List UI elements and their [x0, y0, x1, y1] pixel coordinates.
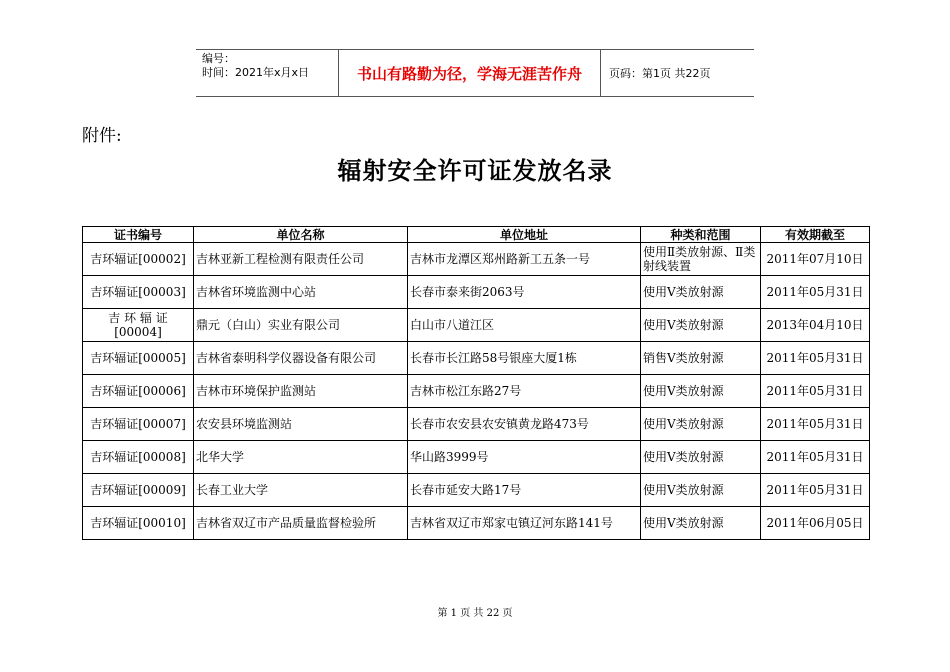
cell-code: 吉环辐证[00003] [83, 276, 194, 309]
document-title: 辐射安全许可证发放名录 [337, 157, 613, 185]
cell-scope: 使用Ⅴ类放射源 [641, 276, 761, 309]
cell-name: 长春工业大学 [194, 474, 408, 507]
cell-name: 吉林市环境保护监测站 [194, 375, 408, 408]
table-row [83, 342, 870, 375]
cell-code: 吉 环 辐 证[00004] [83, 309, 194, 342]
table-row [83, 375, 870, 408]
cell-address: 长春市农安县农安镇黄龙路473号 [408, 408, 641, 441]
cell-scope: 使用Ⅴ类放射源 [641, 507, 761, 540]
header-number-label: 编号： [202, 52, 235, 65]
header-motto: 书山有路勤为径，学海无涯苦作舟 [356, 64, 582, 83]
cell-name: 鼎元（白山）实业有限公司 [194, 309, 408, 342]
col-header-expiry: 有效期截至 [761, 227, 870, 243]
cell-address: 长春市长江路58号银座大厦1栋 [408, 342, 641, 375]
header-meta [196, 50, 339, 96]
cell-address: 吉林市松江东路27号 [408, 375, 641, 408]
cell-code: 吉环辐证[00009] [83, 474, 194, 507]
cell-code: 吉环辐证[00005] [83, 342, 194, 375]
table-row [83, 276, 870, 309]
cell-address: 吉林省双辽市郑家屯镇辽河东路141号 [408, 507, 641, 540]
cell-expiry: 2011年06月05日 [761, 507, 870, 540]
cell-address: 长春市延安大路17号 [408, 474, 641, 507]
cell-expiry: 2013年04月10日 [761, 309, 870, 342]
table-row [83, 441, 870, 474]
header-time-label: 时间：2021年x月x日 [202, 66, 310, 79]
cell-scope: 使用Ⅱ类放射源、Ⅱ类射线装置 [641, 243, 761, 276]
table-row [83, 309, 870, 342]
page-header [196, 49, 754, 97]
header-page-cell [601, 50, 754, 96]
page-footer: 第 1 页 共 22 页 [437, 608, 513, 619]
col-header-address: 单位地址 [408, 227, 641, 243]
table-row [83, 507, 870, 540]
col-header-name: 单位名称 [194, 227, 408, 243]
cell-address: 长春市泰来街2063号 [408, 276, 641, 309]
table-row [83, 408, 870, 441]
cell-code: 吉环辐证[00007] [83, 408, 194, 441]
table-row [83, 474, 870, 507]
cell-code: 吉环辐证[00008] [83, 441, 194, 474]
cell-scope: 使用Ⅴ类放射源 [641, 441, 761, 474]
cell-scope: 销售Ⅴ类放射源 [641, 342, 761, 375]
header-motto-cell [339, 50, 601, 96]
cell-code: 吉环辐证[00002] [83, 243, 194, 276]
cell-name: 北华大学 [194, 441, 408, 474]
cell-name: 吉林省环境监测中心站 [194, 276, 408, 309]
cell-scope: 使用Ⅴ类放射源 [641, 408, 761, 441]
cell-expiry: 2011年05月31日 [761, 408, 870, 441]
cell-expiry: 2011年05月31日 [761, 474, 870, 507]
cell-address: 吉林市龙潭区郑州路新工五条一号 [408, 243, 641, 276]
cell-expiry: 2011年05月31日 [761, 375, 870, 408]
cell-name: 农安县环境监测站 [194, 408, 408, 441]
col-header-code: 证书编号 [83, 227, 194, 243]
license-table [82, 226, 870, 540]
cell-expiry: 2011年07月10日 [761, 243, 870, 276]
cell-expiry: 2011年05月31日 [761, 441, 870, 474]
cell-address: 华山路3999号 [408, 441, 641, 474]
cell-scope: 使用Ⅴ类放射源 [641, 375, 761, 408]
cell-scope: 使用Ⅴ类放射源 [641, 309, 761, 342]
cell-address: 白山市八道江区 [408, 309, 641, 342]
table-row [83, 243, 870, 276]
cell-name: 吉林亚新工程检测有限责任公司 [194, 243, 408, 276]
cell-code: 吉环辐证[00006] [83, 375, 194, 408]
cell-code: 吉环辐证[00010] [83, 507, 194, 540]
header-page-info: 页码：第1页 共22页 [609, 67, 711, 80]
cell-expiry: 2011年05月31日 [761, 276, 870, 309]
cell-scope: 使用Ⅴ类放射源 [641, 474, 761, 507]
table-header-row [83, 227, 870, 243]
cell-name: 吉林省双辽市产品质量监督检验所 [194, 507, 408, 540]
col-header-scope: 种类和范围 [641, 227, 761, 243]
cell-expiry: 2011年05月31日 [761, 342, 870, 375]
attachment-label: 附件: [82, 126, 122, 146]
table-body [83, 243, 870, 540]
cell-name: 吉林省泰明科学仪器设备有限公司 [194, 342, 408, 375]
